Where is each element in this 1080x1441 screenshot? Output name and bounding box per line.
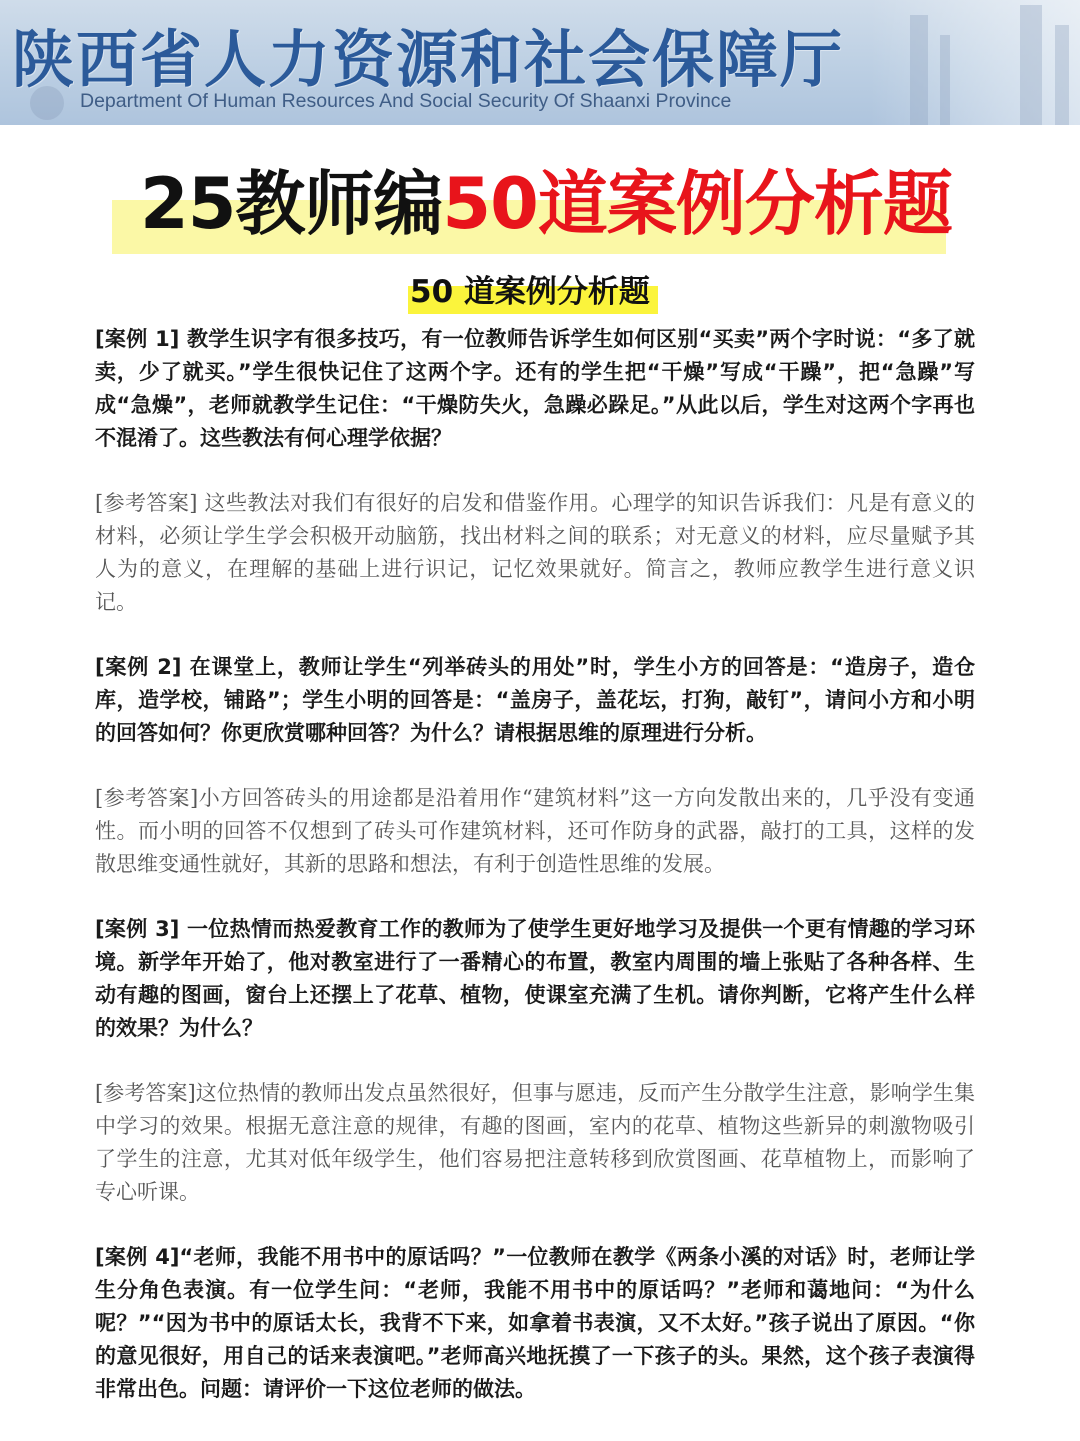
- headline-part-black: 25教师编: [140, 163, 443, 245]
- banner-subtitle: Department Of Human Resources And Social Security Of Shaanxi Province: [80, 90, 732, 112]
- headline-part-red: 50道案例分析题: [442, 163, 952, 245]
- headline: [112, 158, 952, 254]
- banner-title: 陕西省人力资源和社会保障厅: [12, 23, 845, 96]
- case-3-answer: [参考答案]这位热情的教师出发点虽然很好，但事与愿违，反而产生分散学生注意，影响学生集中学习的效果。根据无意注意的规律，有趣的图画，室内的花草、植物这些新异的刺激物吸引了学生的注意，尤其对低年级学生，他们容易把注意转移到欣赏图画、花草植物上，而影响了专心听课。: [95, 1081, 975, 1204]
- case-2-answer: [参考答案]小方回答砖头的用途都是沿着用作“建筑材料”这一方向发散出来的，几乎没有变通性。而小明的回答不仅想到了砖头可作建筑材料，还可作防身的武器，敲打的工具，这样的发散思维变通性就好，其新的思路和想法，有利于创造性思维的发展。: [95, 786, 975, 876]
- case-1-question: [案例 1] 教学生识字有很多技巧，有一位教师告诉学生如何区别“买卖”两个字时说：“多了就卖，少了就买。”学生很快记住了这两个字。还有的学生把“干燥”写成“干躁”，把“急躁”写成“急燥”，老师就教学生记住：“干燥防失火，急躁必跺足。”从此以后，学生对这两个字再也不混淆了。这些教法有何心理学依据？: [95, 327, 975, 450]
- section-title: [408, 270, 658, 314]
- case-2-question: [案例 2] 在课堂上，教师让学生“列举砖头的用处”时，学生小方的回答是：“造房子，造仓库，造学校，铺路”；学生小明的回答是：“盖房子，盖花坛，打狗，敲钉”，请问小方和小明的回答如何？你更欣赏哪种回答？为什么？请根据思维的原理进行分析。: [95, 655, 975, 745]
- case-4-question: [案例 4]“老师，我能不用书中的原话吗？”一位教师在教学《两条小溪的对话》时，老师让学生分角色表演。有一位学生问：“老师，我能不用书中的原话吗？”老师和蔼地问：“为什么呢？”“因为书中的原话太长，我背不下来，如拿着书表演，又不太好。”孩子说出了原因。“你的意见很好，用自己的话来表演吧。”老师高兴地抚摸了一下孩子的头。果然，这个孩子表演得非常出色。问题：请评价一下这位老师的做法。: [95, 1245, 975, 1401]
- section-title-text: 50 道案例分析题: [410, 274, 650, 310]
- header-banner: [0, 0, 1080, 125]
- building-background: [870, 0, 1080, 125]
- case-1-answer: [参考答案] 这些教法对我们有很好的启发和借鉴作用。心理学的知识告诉我们：凡是有意义的材料，必须让学生学会积极开动脑筋，找出材料之间的联系；对无意义的材料，应尽量赋予其人为的意义，在理解的基础上进行识记，记忆效果就好。简言之，教师应教学生进行意义识记。: [95, 491, 975, 614]
- case-list: [95, 323, 975, 1406]
- case-3-question: [案例 3] 一位热情而热爱教育工作的教师为了使学生更好地学习及提供一个更有情趣的学习环境。新学年开始了，他对教室进行了一番精心的布置，教室内周围的墙上张贴了各种各样、生动有趣的图画，窗台上还摆上了花草、植物，使课室充满了生机。请你判断，它将产生什么样的效果？为什么？: [95, 917, 975, 1040]
